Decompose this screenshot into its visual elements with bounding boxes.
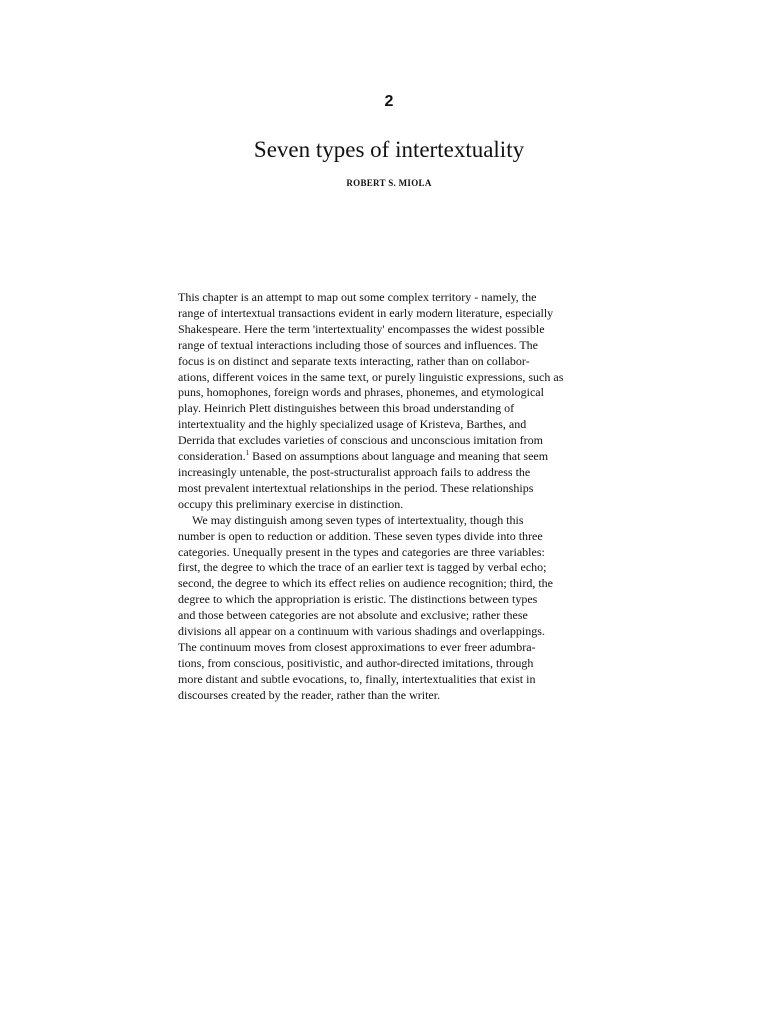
text-line: range of intertextual transactions evident in early modern literature, especially [178,305,554,320]
text-line: discourses created by the reader, rather than the writer. [178,687,441,702]
text-line-footnoted [178,449,590,465]
text-line: The continuum moves from closest approximations to ever freer adumbra- [178,639,536,654]
text-line: puns, homophones, foreign words and phrases, phonemes, and etymological [178,385,544,400]
chapter-number: 2 [384,93,394,110]
text-line: degree to which the appropriation is eristic. The distinctions between types [178,592,538,607]
text-line: categories. Unequally present in the types and categories are three variables: [178,544,545,559]
text-line: second, the degree to which its effect relies on audience recognition; third, the [178,576,553,591]
paragraph-2 [178,513,590,704]
body-text [178,290,590,704]
chapter-author: ROBERT S. MIOLA [346,178,432,188]
text-line: This chapter is an attempt to map out some complex territory - namely, the [178,290,537,304]
text-line: range of textual interactions including those of sources and influences. The [178,337,538,352]
text-line: increasingly untenable, the post-structuralist approach fails to address the [178,464,531,479]
text-line: Shakespeare. Here the term 'intertextuality' encompasses the widest possible [178,321,545,336]
chapter-title: Seven types of intertextuality [253,137,525,162]
text-line: focus is on distinct and separate texts interacting, rather than on collabor- [178,353,530,368]
text-line: intertextuality and the highly specialized usage of Kristeva, Barthes, and [178,417,527,432]
text-line: most prevalent intertextual relationships in the period. These relationships [178,480,534,495]
footnote-marker[interactable]: 1 [245,449,250,458]
paragraph-1 [178,290,590,513]
text-line: play. Heinrich Plett distinguishes between this broad understanding of [178,401,515,416]
text-line: divisions all appear on a continuum with various shadings and overlappings. [178,624,545,639]
text-line: first, the degree to which the trace of an earlier text is tagged by verbal echo; [178,560,547,575]
text-line: We may distinguish among seven types of intertextuality, though this [192,512,524,527]
text-line: more distant and subtle evocations, to, finally, intertextualities that exist in [178,671,536,686]
text-line: tions, from conscious, positivistic, and author-directed imitations, through [178,655,534,670]
text-line: ations, different voices in the same text, or purely linguistic expressions, such as [178,369,564,384]
text-line: Derrida that excludes varieties of conscious and unconscious imitation from [178,433,543,448]
text-fragment: consideration. [178,449,246,464]
text-fragment: Based on assumptions about language and meaning that seem [249,449,549,464]
text-line: occupy this preliminary exercise in distinction. [178,496,404,511]
text-line: and those between categories are not absolute and exclusive; rather these [178,608,528,623]
text-line: number is open to reduction or addition. These seven types divide into three [178,528,543,543]
